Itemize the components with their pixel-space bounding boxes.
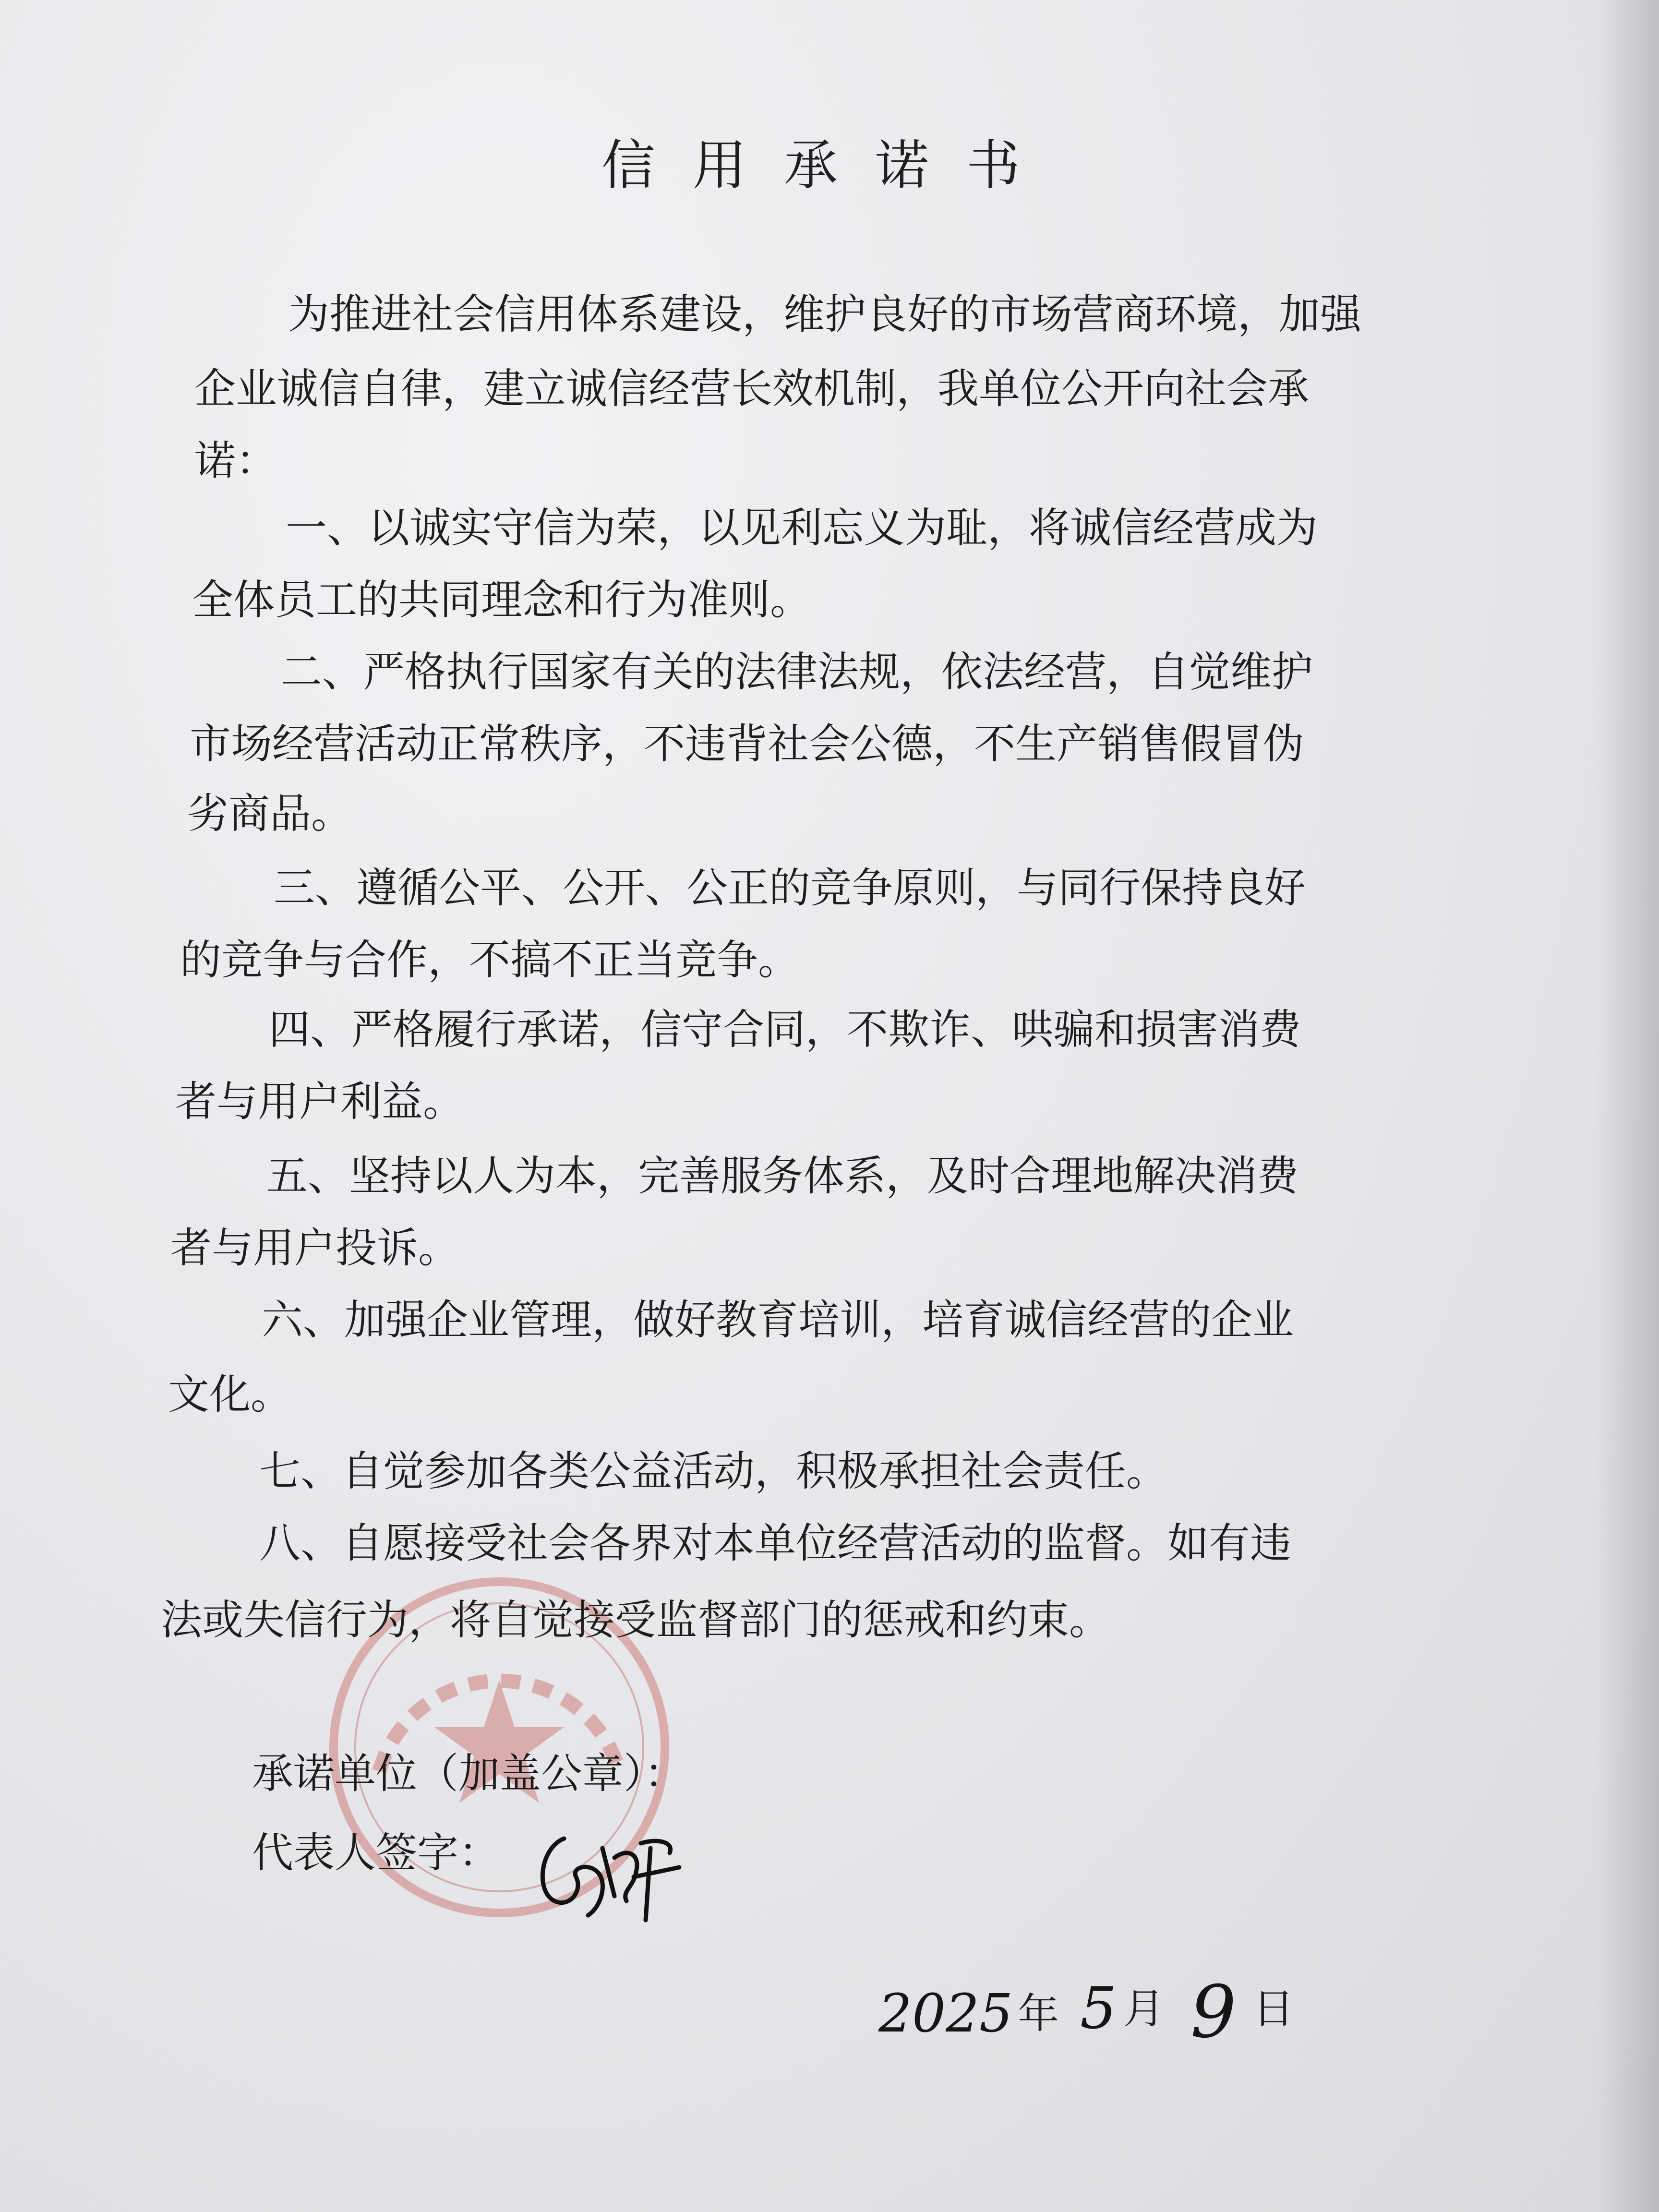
body-line: 六、加强企业管理，做好教育培训，培育诚信经营的企业 [262, 1296, 1294, 1344]
body-line: 三、遵循公平、公开、公正的竞争原则，与同行保持良好 [274, 864, 1306, 912]
body-line: 法或失信行为，将自觉接受监督部门的惩戒和约束。 [161, 1596, 1110, 1644]
body-line: 五、坚持以人为本，完善服务体系，及时合理地解决消费 [266, 1152, 1298, 1200]
date-month-char: 月 [1123, 1985, 1165, 2033]
date-year-char: 年 [1018, 1990, 1059, 2038]
body-line: 企业诚信自律，建立诚信经营长效机制，我单位公开向社会承 [194, 365, 1309, 413]
date-month: 5 [1080, 1975, 1117, 2042]
document-title: 信用承诺书 [601, 134, 1058, 197]
body-line: 文化。 [168, 1370, 292, 1419]
commitment-date [878, 1963, 1310, 2059]
body-line: 七、自觉参加各类公益活动，积极承担社会责任。 [259, 1447, 1167, 1495]
date-day-char: 日 [1253, 1985, 1294, 2033]
date-day: 9 [1190, 1971, 1237, 2054]
body-line: 全体员工的共同理念和行为准则。 [192, 576, 811, 624]
body-line: 的竞争与合作，不搞不正当竞争。 [180, 936, 799, 984]
body-line: 为推进社会信用体系建设，维护良好的市场营商环境，加强 [288, 290, 1361, 338]
body-line: 劣商品。 [187, 790, 352, 838]
body-line: 八、自愿接受社会各界对本单位经营活动的监督。如有违 [259, 1519, 1291, 1567]
unit-label: 承诺单位（加盖公章）： [252, 1750, 685, 1798]
body-line: 二、严格执行国家有关的法律法规，依法经营，自觉维护 [281, 648, 1313, 696]
body-line: 诺： [194, 437, 277, 485]
body-line: 一、以诚实守信为荣，以见利忘义为耻，将诚信经营成为 [286, 504, 1318, 552]
handwritten-signature [530, 1819, 689, 1925]
body-line: 者与用户利益。 [175, 1078, 464, 1126]
signature-label: 代表人签字： [252, 1829, 500, 1877]
body-line: 四、严格履行承诺，信守合同，不欺诈、哄骗和损害消费 [269, 1006, 1301, 1054]
body-line: 者与用户投诉。 [170, 1224, 459, 1272]
date-year: 2025 [878, 1983, 1013, 2044]
body-line: 市场经营活动正常秩序，不违背社会公德，不生产销售假冒伪 [190, 720, 1304, 768]
